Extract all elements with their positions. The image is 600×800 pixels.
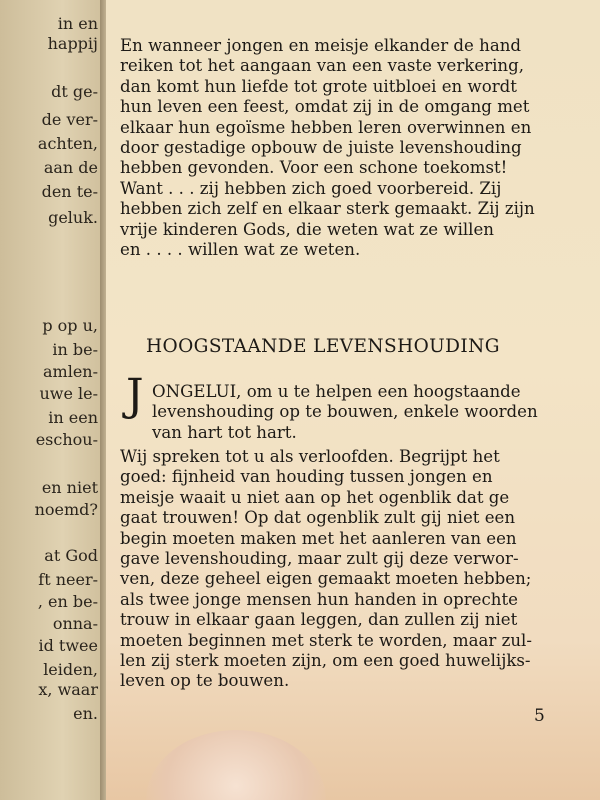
text-line: moeten beginnen met sterk te worden, maar zul-: [120, 630, 532, 650]
text-line: hebben gevonden. Voor een schone toekomst!: [120, 158, 508, 178]
left-page-fragment: amlen-: [42, 362, 98, 381]
text-line: meisje waait u niet aan op het ogenblik dat ge: [120, 487, 510, 507]
left-page-fragment: happij: [47, 34, 98, 53]
left-page-fragment: at God: [44, 546, 98, 565]
text-line: Wij spreken tot u als verloofden. Begrijpt het: [120, 447, 500, 466]
left-page-fragment: de ver-: [41, 110, 98, 129]
left-page-fragment: geluk.: [48, 208, 98, 227]
left-page: [0, 0, 104, 800]
left-page-fragment: noemd?: [34, 500, 98, 519]
section-heading: HOOGSTAANDE LEVENSHOUDING: [146, 336, 500, 357]
text-line: Want . . . zij hebben zich goed voorbereid. Zij: [120, 178, 502, 198]
text-line: leven op te bouwen.: [120, 671, 290, 691]
text-line: dan komt hun liefde tot grote uitbloei en wordt: [120, 76, 517, 96]
left-page-fragment: eschou-: [35, 430, 98, 449]
left-page-fragment: aan de: [43, 158, 98, 177]
left-page-fragment: p op u,: [42, 316, 98, 335]
finger: [146, 730, 326, 800]
text-line: begin moeten maken met het aanleren van een: [120, 528, 517, 548]
text-line: elkaar hun egoïsme hebben leren overwinnen en: [120, 117, 532, 137]
paragraph-1: [120, 36, 594, 260]
left-page-fragment: , en be-: [37, 592, 98, 611]
left-page-fragment: in be-: [52, 340, 98, 359]
text-line: gaat trouwen! Op dat ogenblik zult gij niet een: [120, 508, 516, 528]
text-line: trouw in elkaar gaan leggen, dan zullen zij niet: [120, 610, 518, 630]
left-page-fragment: id twee: [38, 636, 98, 655]
drop-cap: J: [126, 370, 144, 421]
text-line: goed: fijnheid van houding tussen jongen en: [120, 467, 493, 487]
text-line: door gestadige opbouw de juiste levenshouding: [120, 138, 522, 158]
left-page-fragment: dt ge-: [51, 82, 98, 101]
left-page-fragment: onna-: [52, 614, 98, 633]
text-line: gave levenshouding, maar zult gij deze verwor-: [120, 549, 519, 569]
text-line: ONGELUI, om u te helpen een hoogstaande: [152, 382, 521, 401]
left-page-fragment: ft neer-: [38, 570, 98, 589]
text-line: vrije kinderen Gods, die weten wat ze willen: [120, 219, 494, 239]
text-line: hun leven een feest, omdat zij in de omgang met: [120, 97, 530, 117]
right-page: [106, 0, 600, 800]
text-line: van hart tot hart.: [152, 422, 297, 442]
paragraph-2: [152, 382, 592, 443]
left-page-fragment: en.: [73, 704, 98, 723]
left-page-fragment: leiden,: [43, 660, 98, 679]
text-line: len zij sterk moeten zijn, om een goed huwelijks-: [120, 651, 531, 671]
left-page-fragment: den te-: [41, 182, 98, 201]
left-page-fragment: uwe le-: [39, 384, 98, 403]
page-number: 5: [534, 706, 545, 726]
text-line: ven, deze geheel eigen gemaakt moeten hebben;: [120, 569, 532, 589]
text-line: en . . . . willen wat ze weten.: [120, 240, 361, 260]
left-page-fragment: en niet: [41, 478, 98, 497]
text-line: levenshouding op te bouwen, enkele woorden: [152, 402, 538, 422]
paragraph-3: [120, 447, 594, 692]
left-page-fragment: in en: [57, 14, 98, 33]
text-line: hebben zich zelf en elkaar sterk gemaakt. Zij zijn: [120, 199, 535, 219]
text-line: En wanneer jongen en meisje elkander de hand: [120, 36, 522, 55]
left-page-fragment: x, waar: [38, 680, 98, 699]
left-page-fragment: in een: [48, 408, 98, 427]
left-page-fragment: achten,: [37, 134, 98, 153]
text-line: als twee jonge mensen hun handen in oprechte: [120, 589, 518, 609]
text-line: reiken tot het aangaan van een vaste verkering,: [120, 56, 524, 76]
